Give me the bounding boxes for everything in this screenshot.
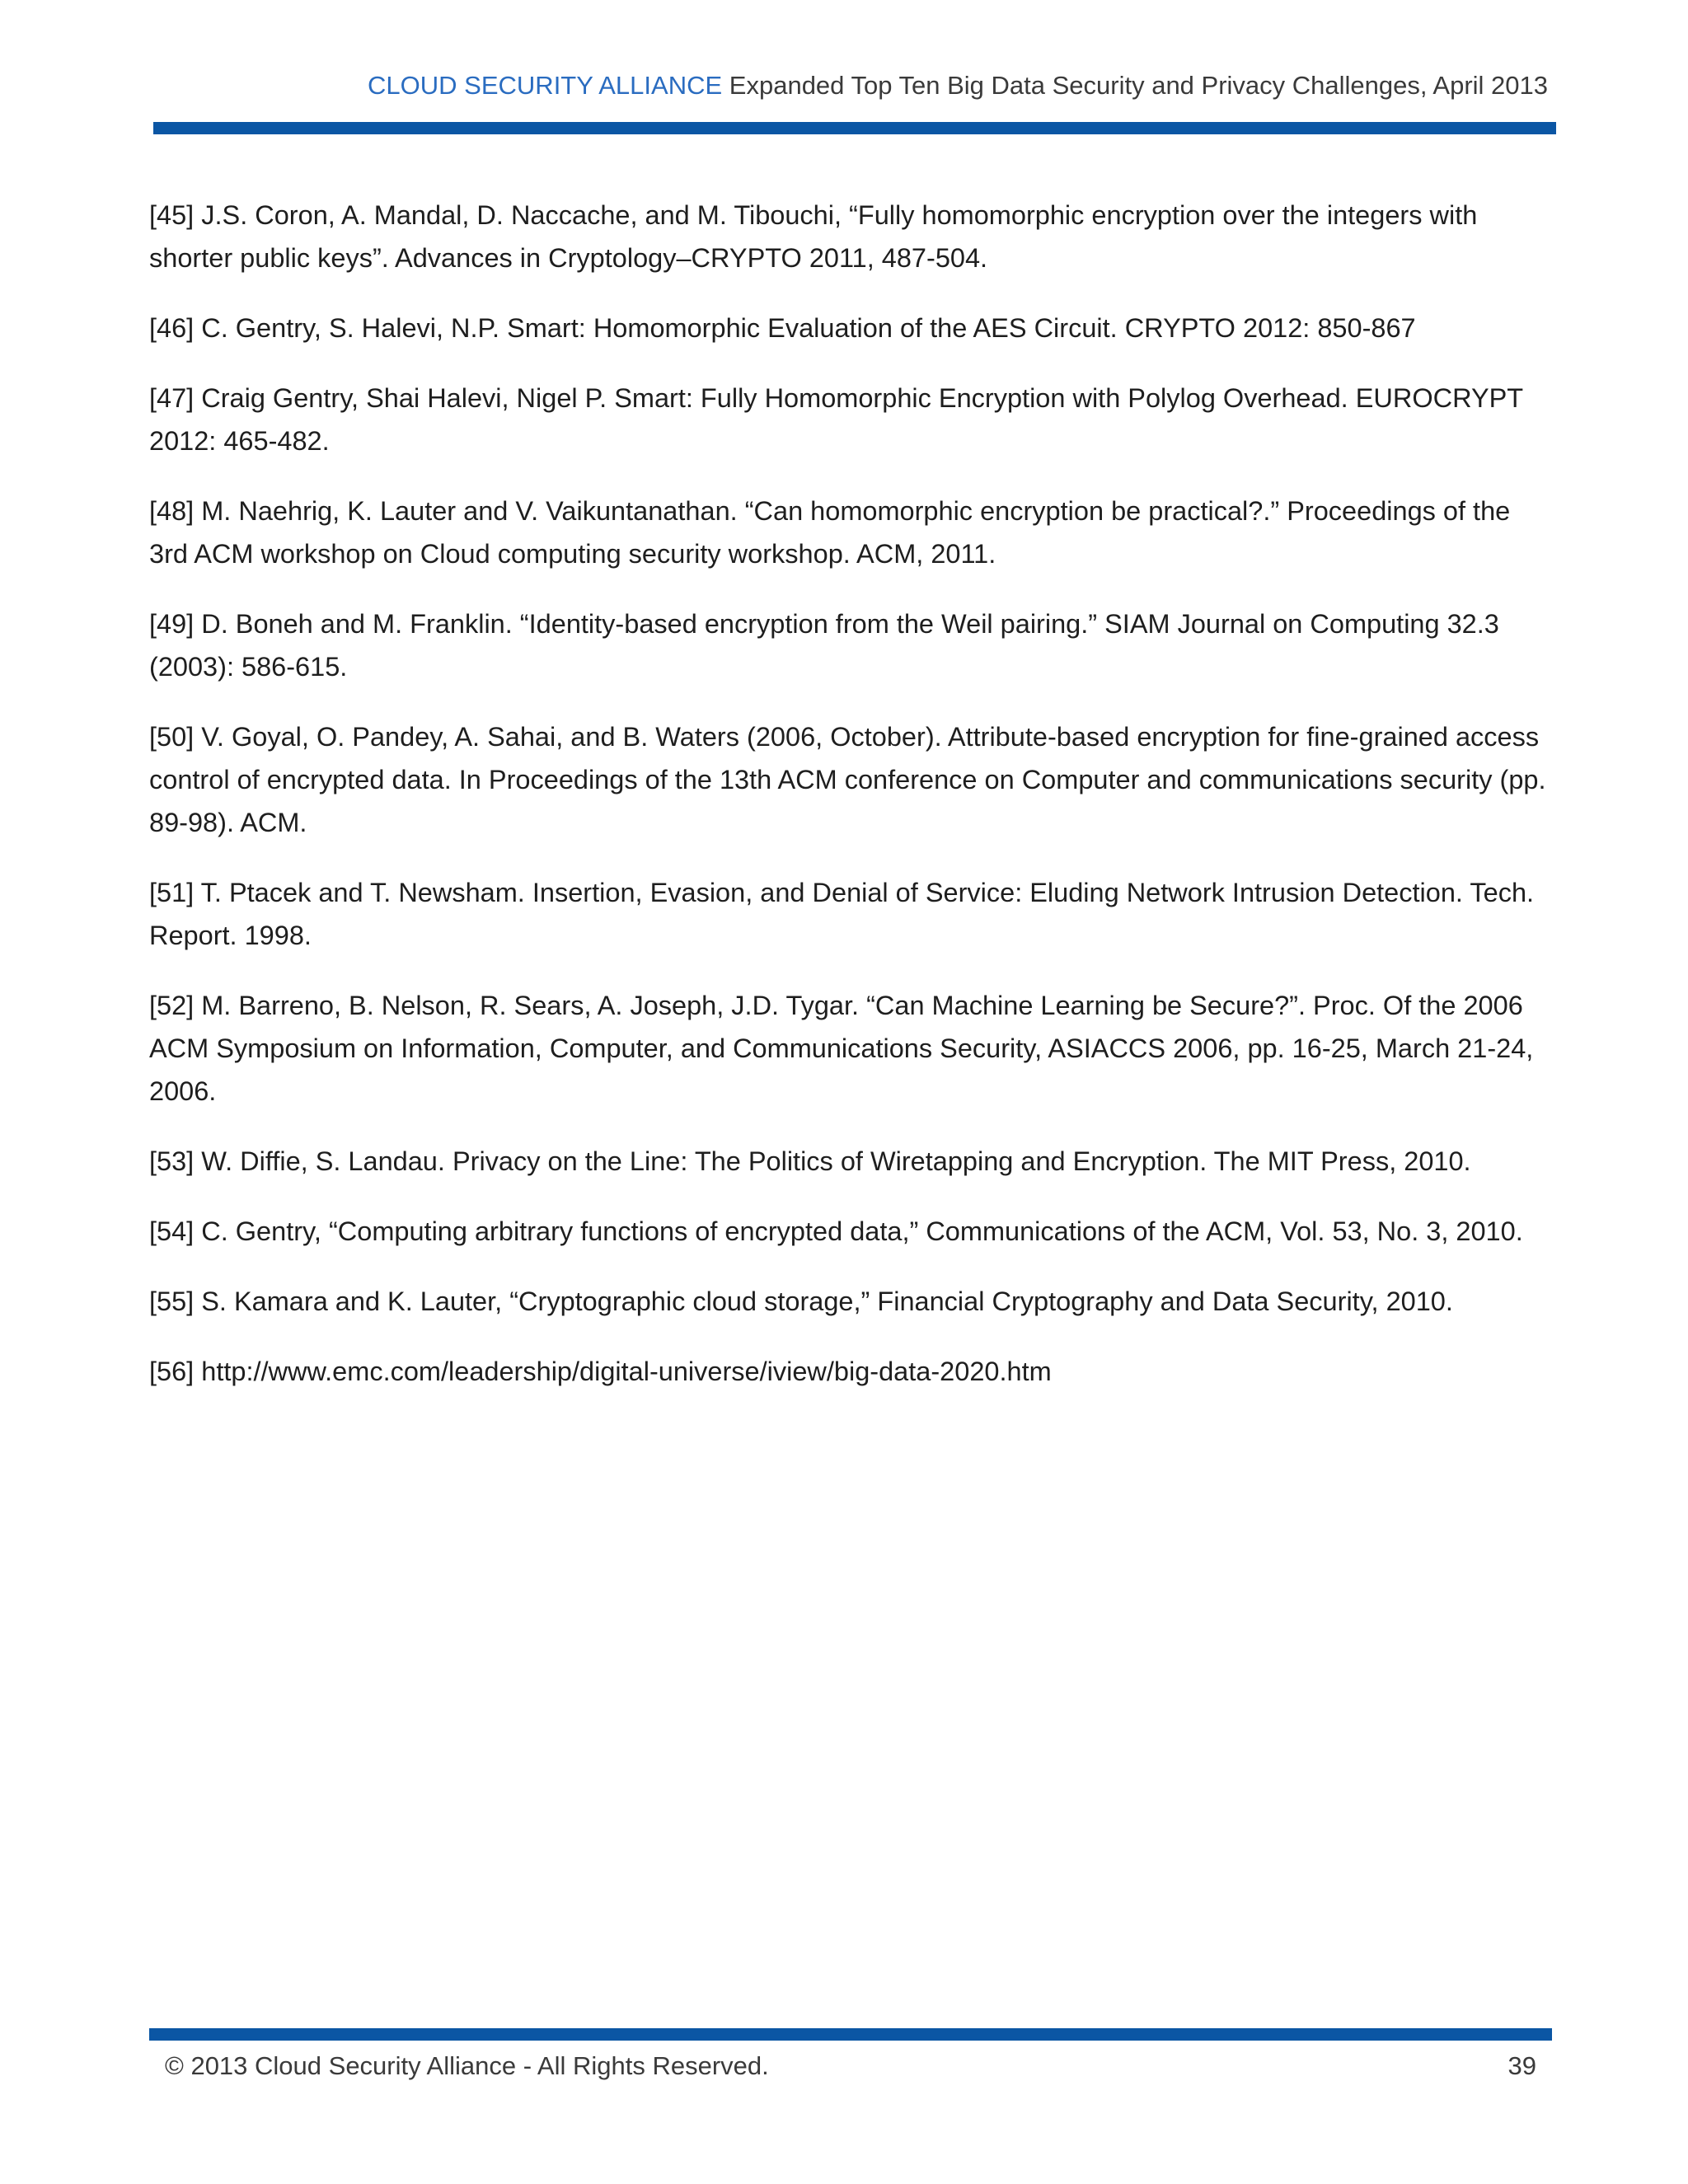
footer-divider [149,2028,1552,2041]
page-header [153,69,1548,102]
header-organization: CLOUD SECURITY ALLIANCE [368,71,723,100]
reference-53: [53] W. Diffie, S. Landau. Privacy on the Line: The Politics of Wiretapping and Encryption. The MIT Press, 2010. [149,1146,1471,1176]
footer-copyright: © 2013 Cloud Security Alliance - All Rights Reserved. [165,2051,769,2080]
reference-56: [56] http://www.emc.com/leadership/digital-universe/iview/big-data-2020.htm [149,1357,1052,1386]
page-number: 39 [1507,2051,1536,2080]
header-document-title: Expanded Top Ten Big Data Security and Privacy Challenges, April 2013 [729,71,1548,100]
header-divider [153,122,1556,134]
reference-45: [45] J.S. Coron, A. Mandal, D. Naccache, and M. Tibouchi, “Fully homomorphic encryption over the integers with shorter public keys”. Advances in Cryptology–CRYPTO 2011, 487-504. [149,200,1478,273]
reference-49: [49] D. Boneh and M. Franklin. “Identity-based encryption from the Weil pairing.” SIAM Journal on Computing 32.3 (2003): 586-615. [149,609,1499,682]
reference-55: [55] S. Kamara and K. Lauter, “Cryptographic cloud storage,” Financial Cryptography and Data Security, 2010. [149,1286,1453,1316]
reference-54: [54] C. Gentry, “Computing arbitrary functions of encrypted data,” Communications of the ACM, Vol. 53, No. 3, 2010. [149,1216,1523,1246]
reference-50: [50] V. Goyal, O. Pandey, A. Sahai, and B. Waters (2006, October). Attribute-based encryption for fine-grained access control of encrypted data. In Proceedings of the 13th ACM conference on Computer and communications security (pp. 89-98). ACM. [149,722,1546,837]
reference-48: [48] M. Naehrig, K. Lauter and V. Vaikuntanathan. “Can homomorphic encryption be practical?.” Proceedings of the 3rd ACM workshop on Cloud computing security workshop. ACM, 2011. [149,496,1511,569]
reference-52: [52] M. Barreno, B. Nelson, R. Sears, A. Joseph, J.D. Tygar. “Can Machine Learning be Secure?”. Proc. Of the 2006 ACM Symposium on Information, Computer, and Communications Security, ASIACCS 2006, pp. 16-25, March 21-24, 2006. [149,991,1534,1106]
reference-47: [47] Craig Gentry, Shai Halevi, Nigel P. Smart: Fully Homomorphic Encryption with Polylog Overhead. EUROCRYPT 2012: 465-482. [149,383,1523,456]
reference-51: [51] T. Ptacek and T. Newsham. Insertion, Evasion, and Denial of Service: Eluding Network Intrusion Detection. Tech. Report. 1998. [149,878,1535,950]
reference-46: [46] C. Gentry, S. Halevi, N.P. Smart: Homomorphic Evaluation of the AES Circuit. CRYPTO 2012: 850-867 [149,313,1416,343]
reference-list [149,194,1550,1420]
